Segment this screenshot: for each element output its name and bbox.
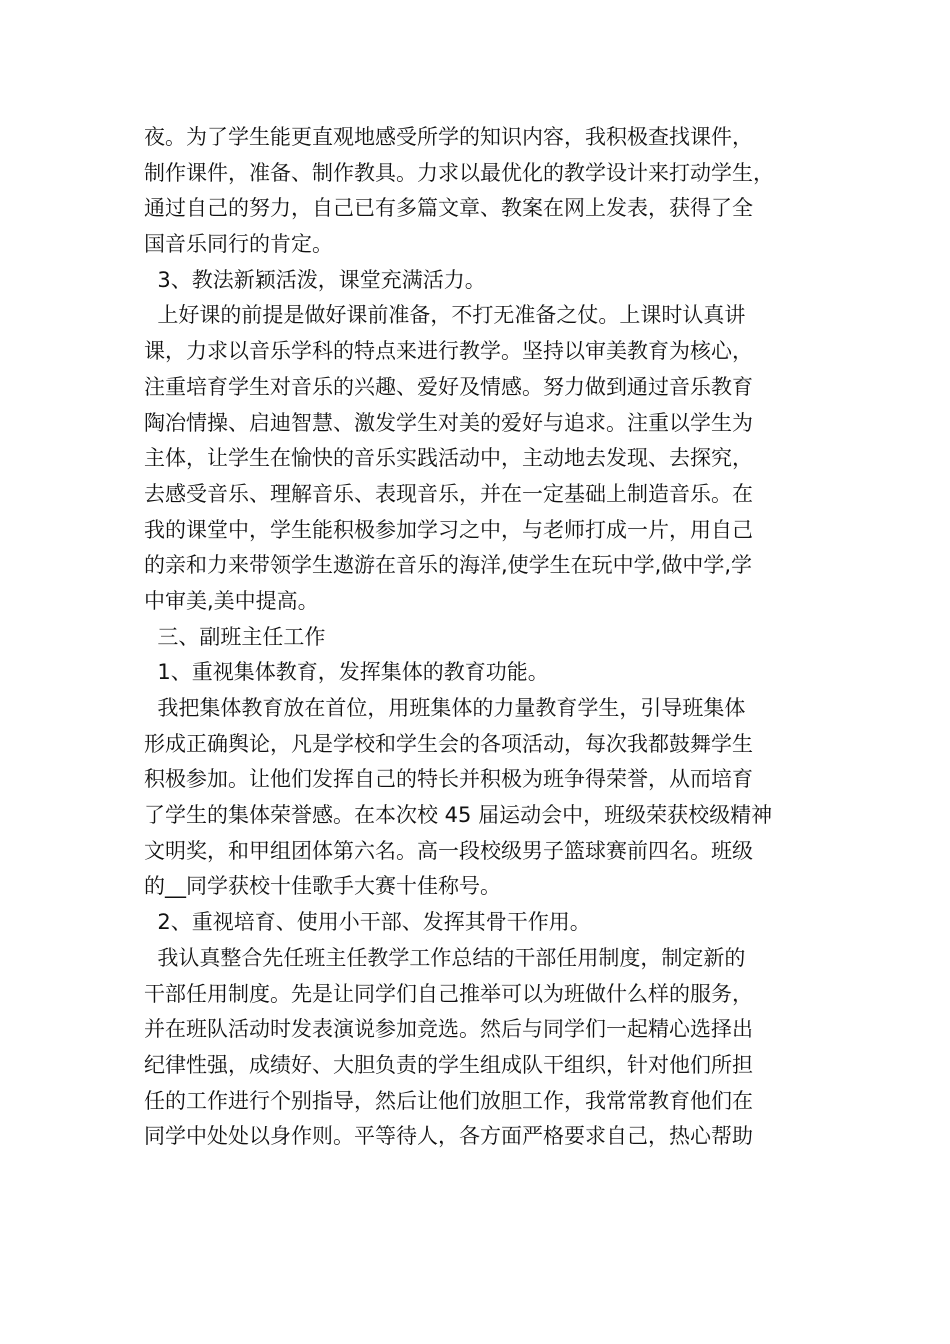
text-line: 制作课件，准备、制作教具。力求以最优化的教学设计来打动学生，: [144, 160, 774, 185]
text-line: 积极参加。让他们发挥自己的特长并积极为班争得荣誉，从而培育: [144, 767, 753, 792]
text-line: 上好课的前提是做好课前准备，不打无准备之仗。上课时认真讲: [144, 303, 746, 328]
text-line: 干部任用制度。先是让同学们自己推举可以为班做什么样的服务，: [144, 981, 753, 1006]
text-line: 夜。为了学生能更直观地感受所学的知识内容，我积极查找课件，: [144, 125, 753, 149]
text-line: 3、教法新颖活泼，课堂充满活力。: [144, 267, 486, 292]
text-line: 形成正确舆论，凡是学校和学生会的各项活动，每次我都鼓舞学生: [144, 731, 753, 756]
text-line: 并在班队活动时发表演说参加竞选。然后与同学们一起精心选择出: [144, 1017, 753, 1042]
text-line: 注重培育学生对音乐的兴趣、爱好及情感。努力做到通过音乐教育: [144, 374, 753, 399]
text-line: 陶冶情操、启迪智慧、激发学生对美的爱好与追求。注重以学生为: [144, 410, 753, 435]
text-line: 国音乐同行的肯定。: [144, 232, 333, 257]
text-line: 我把集体教育放在首位，用班集体的力量教育学生，引导班集体: [144, 696, 746, 720]
text-line: 的亲和力来带领学生遨游在音乐的海洋,使学生在玩中学,做中学,学: [144, 553, 753, 578]
text-line: 中审美,美中提高。: [144, 588, 319, 613]
text-line: 三、副班主任工作: [144, 624, 326, 649]
text-line: 去感受音乐、理解音乐、表现音乐，并在一定基础上制造音乐。在: [144, 481, 753, 506]
text-line: 纪律性强，成绩好、大胆负责的学生组成队干组织，针对他们所担: [144, 1052, 753, 1077]
text-line: 主体，让学生在愉快的音乐实践活动中，主动地去发现、去探究，: [144, 446, 753, 471]
text-line: 任的工作进行个别指导，然后让他们放胆工作，我常常教育他们在: [144, 1088, 753, 1113]
text-line: 了学生的集体荣誉感。在本次校 45 届运动会中，班级荣获校级精神: [144, 803, 773, 828]
text-line: 同学中处处以身作则。平等待人，各方面严格要求自己，热心帮助: [144, 1124, 753, 1149]
text-line: 我认真整合先任班主任教学工作总结的干部任用制度，制定新的: [144, 945, 746, 970]
text-line: 课，力求以音乐学科的特点来进行教学。坚持以审美教育为核心，: [144, 339, 753, 364]
text-line: 的__同学获校十佳歌手大赛十佳称号。: [144, 874, 501, 899]
text-line: 2、重视培育、使用小干部、发挥其骨干作用。: [144, 910, 591, 935]
text-line: 文明奖，和甲组团体第六名。高一段校级男子篮球赛前四名。班级: [144, 838, 753, 863]
text-line: 通过自己的努力，自己已有多篇文章、教案在网上发表，获得了全: [144, 196, 753, 221]
document-body: [144, 120, 824, 1155]
text-line: 我的课堂中，学生能积极参加学习之中，与老师打成一片，用自己: [144, 517, 753, 542]
text-line: 1、重视集体教育，发挥集体的教育功能。: [144, 660, 549, 685]
